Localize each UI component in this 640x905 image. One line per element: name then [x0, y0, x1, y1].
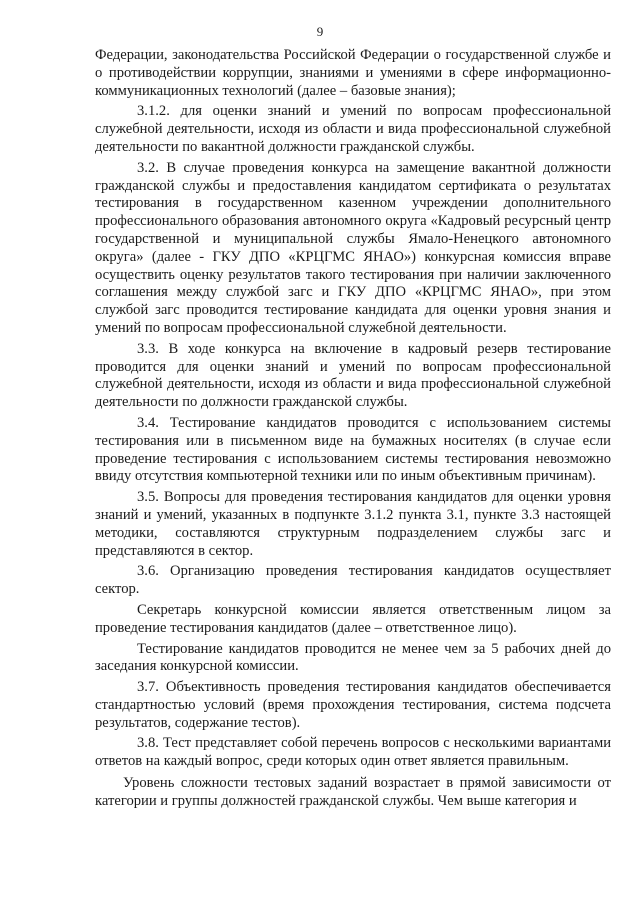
paragraph-difficulty-level: Уровень сложности тестовых заданий возрастает в прямой зависимости от категории и группы должностей гражданской службы. Чем выше категория и [95, 775, 611, 809]
paragraph-3-5: 3.5. Вопросы для проведения тестирования кандидатов для оценки уровня знаний и умений, указанных в подпункте 3.1.2 пункта 3.1, пункте 3.3 настоящей методики, составляются структурным подразделением службы загс и представляются в сектор. [95, 489, 611, 559]
paragraph-3-1-2: 3.1.2. для оценки знаний и умений по вопросам профессиональной служебной деятельности, исходя из области и вида профессиональной служебной деятельности по вакантной должности гражданской службы. [95, 103, 611, 155]
paragraph-3-8: 3.8. Тест представляет собой перечень вопросов с несколькими вариантами ответов на каждый вопрос, среди которых один ответ является правильным. [95, 735, 611, 770]
paragraph-continuation: Федерации, законодательства Российской Федерации о государственной службе и о противодействии коррупции, знаниями и умениями в сфере информационно-коммуникационных технологий (далее – базовые знания); [95, 47, 611, 99]
paragraph-3-4: 3.4. Тестирование кандидатов проводится с использованием системы тестирования или в письменном виде на бумажных носителях (в случае если проведение тестирования с использованием системы тестирования невозможно ввиду отсутствия компьютерной техники или по иным объективным причинам). [95, 414, 611, 485]
page-number: 9 [316, 24, 324, 39]
paragraph-3-7: 3.7. Объективность проведения тестирования кандидатов обеспечивается стандартностью условий (время прохождения тестирования, система подсчета результатов, содержание тестов). [95, 679, 611, 731]
paragraph-3-3: 3.3. В ходе конкурса на включение в кадровый резерв тестирование проводится для оценки знаний и умений по вопросам профессиональной служебной деятельности, исходя из области и вида профессиональной служебной деятельности по должности гражданской службы. [95, 340, 611, 411]
paragraph-testing-deadline: Тестирование кандидатов проводится не менее чем за 5 рабочих дней до заседания конкурсной комиссии. [95, 640, 611, 675]
paragraph-3-6: 3.6. Организацию проведения тестирования кандидатов осуществляет сектор. [95, 563, 611, 598]
paragraph-3-2: 3.2. В случае проведения конкурса на замещение вакантной должности гражданской службы и предоставления кандидатом сертификата о результатах тестирования в государственном казенном учреждении дополнительного профессионального образования автономного округа «Кадровый ресурсный центр государственной и муниципальной службы Ямало-Ненецкого автономного округа» (далее - ГКУ ДПО «КРЦГМС ЯНАО») конкурсная комиссия вправе осуществить оценку результатов такого тестирования при наличии заключенного соглашения между службой загс и ГКУ ДПО «КРЦГМС ЯНАО», при этом службой загс проводится тестирование кандидата для оценки уровня знания и умений по вопросам профессиональной служебной деятельности. [95, 159, 611, 336]
paragraph-secretary: Секретарь конкурсной комиссии является ответственным лицом за проведение тестирования кандидатов (далее – ответственное лицо). [95, 601, 611, 636]
document-body [95, 47, 611, 814]
